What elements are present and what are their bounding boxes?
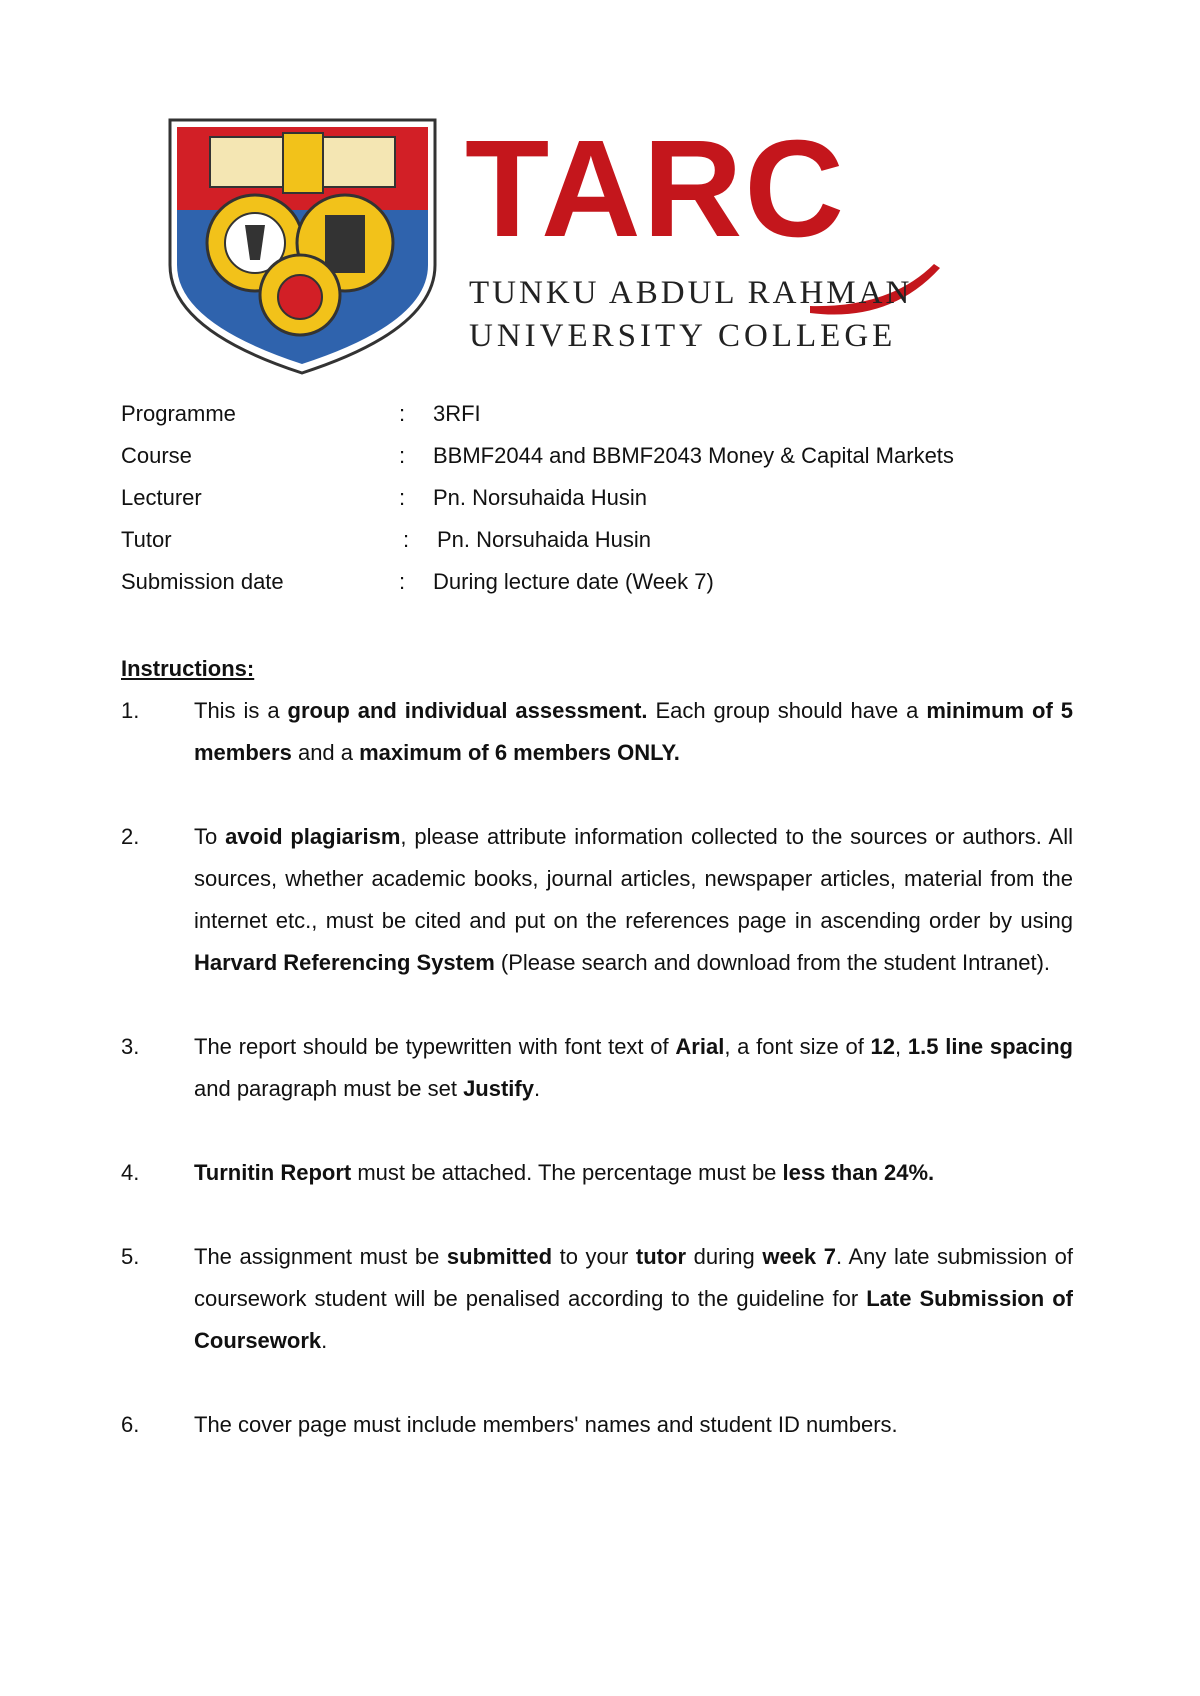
body-text: . — [533, 1076, 541, 1101]
brand-wordmark — [465, 110, 965, 370]
instructions-list — [121, 690, 1073, 1446]
meta-label: Course — [121, 443, 192, 468]
meta-separator: : — [399, 485, 406, 510]
meta-value: 3RFI — [433, 401, 481, 426]
instruction-text — [194, 1152, 1073, 1194]
emphasis-text: 1.5 line spacing — [907, 1034, 1073, 1059]
meta-row-tutor — [121, 519, 1081, 561]
meta-label: Programme — [121, 401, 236, 426]
instruction-number: 1. — [121, 698, 140, 723]
meta-label: Tutor — [121, 527, 172, 552]
instruction-text — [194, 690, 1073, 774]
body-text: . — [321, 1328, 328, 1353]
body-text: and a — [291, 740, 360, 765]
meta-value: BBMF2044 and BBMF2043 Money & Capital Markets — [433, 443, 954, 468]
body-text: and paragraph must be set — [194, 1076, 464, 1101]
body-text: , a font size of — [724, 1034, 871, 1059]
list-spacer — [121, 984, 1073, 1026]
body-text: must be attached. The percentage must be — [351, 1160, 783, 1185]
body-text: . Any late submission of coursework student will be penalised according to the guideline for — [194, 1244, 1073, 1311]
instruction-number: 2. — [121, 824, 140, 849]
meta-row-programme — [121, 393, 1081, 435]
instruction-number: 3. — [121, 1034, 140, 1059]
course-details — [121, 393, 1081, 603]
meta-separator: : — [403, 527, 410, 552]
emphasis-text: avoid plagiarism — [225, 824, 401, 849]
body-text: This is a — [194, 698, 288, 723]
meta-row-submission-date — [121, 561, 1081, 603]
body-text: to your — [552, 1244, 636, 1269]
emphasis-text: group and individual assessment. — [287, 698, 648, 723]
body-text: The assignment must be — [194, 1244, 447, 1269]
instruction-text — [194, 1404, 1073, 1446]
emphasis-text: submitted — [446, 1244, 553, 1269]
emphasis-text: less than 24%. — [782, 1160, 935, 1185]
instruction-item — [121, 1236, 1073, 1362]
meta-separator: : — [399, 569, 406, 594]
brand-name-line1: TUNKU ABDUL RAHMAN — [469, 275, 913, 311]
body-text: The report should be typewritten with font text of — [194, 1034, 676, 1059]
instruction-number: 6. — [121, 1412, 140, 1437]
emphasis-text: tutor — [635, 1244, 687, 1269]
body-text: , please attribute information collected to the sources or authors. All sources, whether academic books, journal articles, newspaper articles, material from the internet etc., must be cited and put on the references page in ascending order by using — [194, 824, 1073, 933]
instruction-item — [121, 1152, 1073, 1194]
meta-label: Submission date — [121, 569, 284, 594]
emphasis-text: minimum of 5 members — [194, 698, 1073, 765]
instruction-item — [121, 816, 1073, 984]
emphasis-text: Arial — [675, 1034, 725, 1059]
body-text: (Please search and download from the student Intranet). — [494, 950, 1051, 975]
instruction-text — [194, 1026, 1073, 1110]
body-text: To — [194, 824, 226, 849]
instruction-item — [121, 1404, 1073, 1446]
meta-row-course — [121, 435, 1081, 477]
instruction-number: 5. — [121, 1244, 140, 1269]
meta-value: During lecture date (Week 7) — [433, 569, 714, 594]
brand-name-line2: UNIVERSITY COLLEGE — [469, 318, 897, 354]
list-spacer — [121, 1194, 1073, 1236]
instructions-heading: Instructions: — [121, 656, 255, 681]
emphasis-text: Harvard Referencing System — [194, 950, 495, 975]
body-text: , — [895, 1034, 908, 1059]
emphasis-text: 12 — [870, 1034, 896, 1059]
university-logo — [165, 110, 965, 370]
body-text: Each group should have a — [647, 698, 927, 723]
body-text: during — [686, 1244, 763, 1269]
instruction-text — [194, 816, 1073, 984]
meta-separator: : — [399, 401, 406, 426]
instruction-item — [121, 1026, 1073, 1110]
university-crest-icon — [165, 115, 440, 377]
list-spacer — [121, 774, 1073, 816]
emphasis-text: Justify — [463, 1076, 534, 1101]
meta-row-lecturer — [121, 477, 1081, 519]
emphasis-text: Turnitin Report — [194, 1160, 352, 1185]
meta-label: Lecturer — [121, 485, 202, 510]
body-text: The cover page must include members' names and student ID numbers. — [194, 1412, 898, 1437]
meta-separator: : — [399, 443, 406, 468]
instruction-item — [121, 690, 1073, 774]
brand-word: TARC — [465, 112, 847, 266]
instruction-number: 4. — [121, 1160, 140, 1185]
emphasis-text: week 7 — [762, 1244, 836, 1269]
list-spacer — [121, 1110, 1073, 1152]
emphasis-text: maximum of 6 members ONLY. — [359, 740, 680, 765]
meta-value: Pn. Norsuhaida Husin — [433, 485, 648, 510]
emphasis-text: Late Submission of Coursework — [194, 1286, 1073, 1353]
list-spacer — [121, 1362, 1073, 1404]
meta-value: Pn. Norsuhaida Husin — [437, 527, 652, 552]
instruction-text — [194, 1236, 1073, 1362]
